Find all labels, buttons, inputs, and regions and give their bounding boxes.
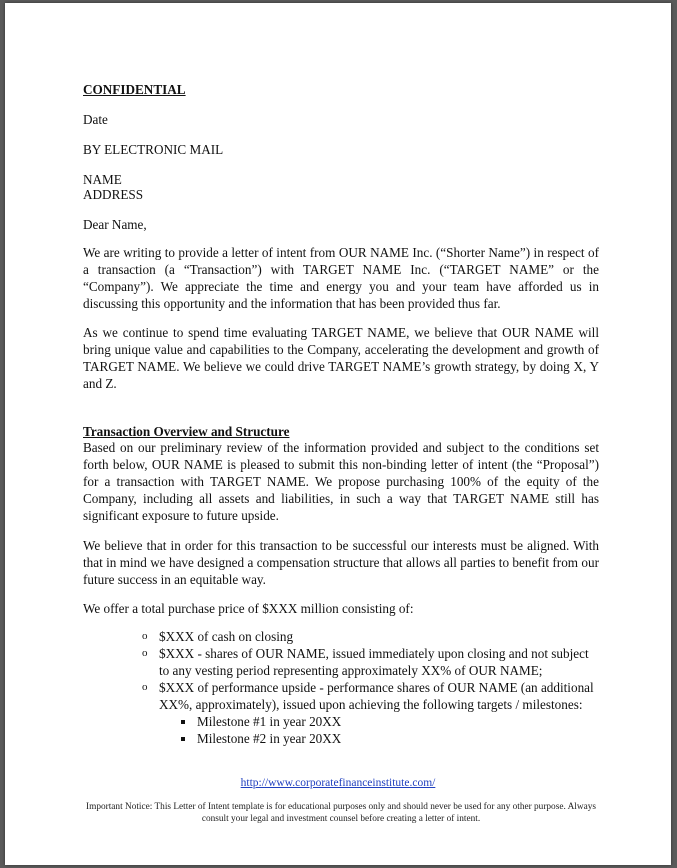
offer-item: o $XXX - shares of OUR NAME, issued immediately upon closing and not subject to any vesting period representing approximately XX% of OUR NAME; <box>139 645 599 679</box>
paragraph-intro: We are writing to provide a letter of intent from OUR NAME Inc. (“Shorter Name”) in respect of a transaction (a “Transaction”) with TARGET NAME Inc. (“TARGET NAME” or the “Company”). We appreciate the time and energy you and your team have afforded us in discussing this opportunity and the information that has been provided thus far. <box>83 245 599 311</box>
document-page <box>5 3 671 865</box>
paragraph-value: As we continue to spend time evaluating TARGET NAME, we believe that OUR NAME will bring unique value and capabilities to the Company, accelerating the development and growth of TARGET NAME. We believe we could drive TARGET NAME’s growth strategy, by doing X, Y and Z. <box>83 325 599 391</box>
paragraph-offer: We offer a total purchase price of $XXX million consisting of: <box>83 601 414 616</box>
website-link[interactable]: http://www.corporatefinanceinstitute.com/ <box>240 777 436 789</box>
important-notice: Important Notice: This Letter of Intent template is for educational purposes only and should never be used for any other purpose. Always consult your legal and investment counsel before creating a letter of intent. <box>86 802 596 824</box>
milestone-item: Milestone #2 in year 20XX <box>177 730 599 747</box>
offer-item: o $XXX of cash on closing <box>139 628 599 645</box>
milestone-item: Milestone #1 in year 20XX <box>177 713 599 730</box>
confidential-heading: CONFIDENTIAL <box>83 82 186 97</box>
offer-item: o $XXX of performance upside - performance shares of OUR NAME (an additional XX%, approximately), issued upon achieving the following targets / milestones: Milestone #1 in year 20XX Milestone #2 in year 20XX <box>139 679 599 747</box>
recipient-address: ADDRESS <box>83 187 144 202</box>
paragraph-alignment: We believe that in order for this transaction to be successful our interests must be aligned. With that in mind we have designed a compensation structure that allows all parties to benefit from our future success in an equitable way. <box>83 538 599 587</box>
section-heading: Transaction Overview and Structure <box>83 424 290 439</box>
recipient-name: NAME <box>83 172 122 187</box>
milestone-list <box>159 713 599 747</box>
paragraph-overview: Based on our preliminary review of the information provided and subject to the conditions set forth below, OUR NAME is pleased to submit this non-binding letter of intent (the “Proposal”) for a transaction with TARGET NAME. We propose purchasing 100% of the equity of the Company, including all assets and liabilities, in such a way that TARGET NAME still has significant exposure to future upside. <box>83 440 599 523</box>
salutation: Dear Name, <box>83 217 147 232</box>
delivery-method: BY ELECTRONIC MAIL <box>83 142 224 157</box>
offer-list <box>139 628 599 747</box>
date-line: Date <box>83 112 108 127</box>
